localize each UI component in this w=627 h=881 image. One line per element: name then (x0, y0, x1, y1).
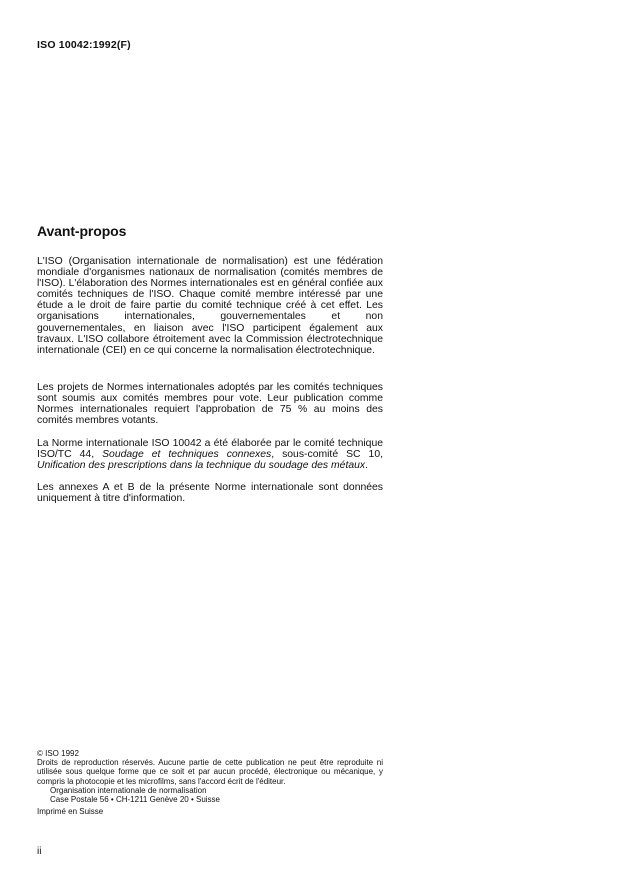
paragraph-text: L'ISO (Organisation internationale de normalisation) est une fédération mondiale d'organismes nationaux de normalisation (comités membres de l'ISO). L'élaboration des Normes internationales est en général confiée aux comités techniques de l'ISO. Chaque comité membre intéressé par une étude a le droit de faire partie du comité technique créé à cet effet. Les organisations internationales, gouvernementales et non gouvernementales, en liaison avec l'ISO participent également aux travaux. L'ISO collabore étroitement avec la Commission électrotechnique internationale (CEI) en ce qui concerne la normalisation électrotechnique. (37, 256, 383, 356)
section-title: Avant-propos (37, 223, 127, 239)
printed-in: Imprimé en Suisse (37, 807, 104, 817)
copyright-line: © ISO 1992 (37, 749, 79, 758)
foreword-paragraph-4 (37, 482, 383, 504)
foreword-paragraph-2 (37, 382, 383, 426)
paragraph-text-mid: , sous-comité SC 10, (271, 449, 384, 461)
paragraph-text: Les projets de Normes internationales adoptés par les comités techniques sont soumis aux comités membres pour vote. Leur publication comme Normes internationales requiert l'approbation de 75 % au moins des comités membres votants. (37, 382, 383, 427)
paragraph-text-start: La Norme internationale ISO 10042 a été élaborée par le comité technique ISO/TC 44, (37, 438, 383, 461)
subcommittee-title: Unification des prescriptions dans la technique du soudage des métaux (37, 460, 366, 472)
committee-title: Soudage et techniques connexes (102, 449, 272, 461)
postal-address: Case Postale 56 • CH-1211 Genève 20 • Suisse (50, 795, 220, 805)
page-number: ii (37, 846, 42, 857)
paragraph-text-end: . (365, 460, 368, 472)
foreword-paragraph-3 (37, 438, 383, 471)
document-id: ISO 10042:1992(F) (37, 39, 131, 51)
copyright-block (37, 749, 383, 816)
paragraph-text: Les annexes A et B de la présente Norme internationale sont données uniquement à titre d'information. (37, 482, 383, 505)
paragraph-text (37, 438, 383, 471)
foreword-paragraph-1 (37, 256, 383, 356)
organisation-name: Organisation internationale de normalisation (50, 785, 207, 795)
rights-notice: Droits de reproduction réservés. Aucune partie de cette publication ne peut être reproduite ni utilisée sous quelque forme que ce soit et par aucun procédé, électronique ou mécanique, y compris la photocopie et les microfilms, sans l'accord écrit de l'éditeur. (37, 758, 383, 786)
